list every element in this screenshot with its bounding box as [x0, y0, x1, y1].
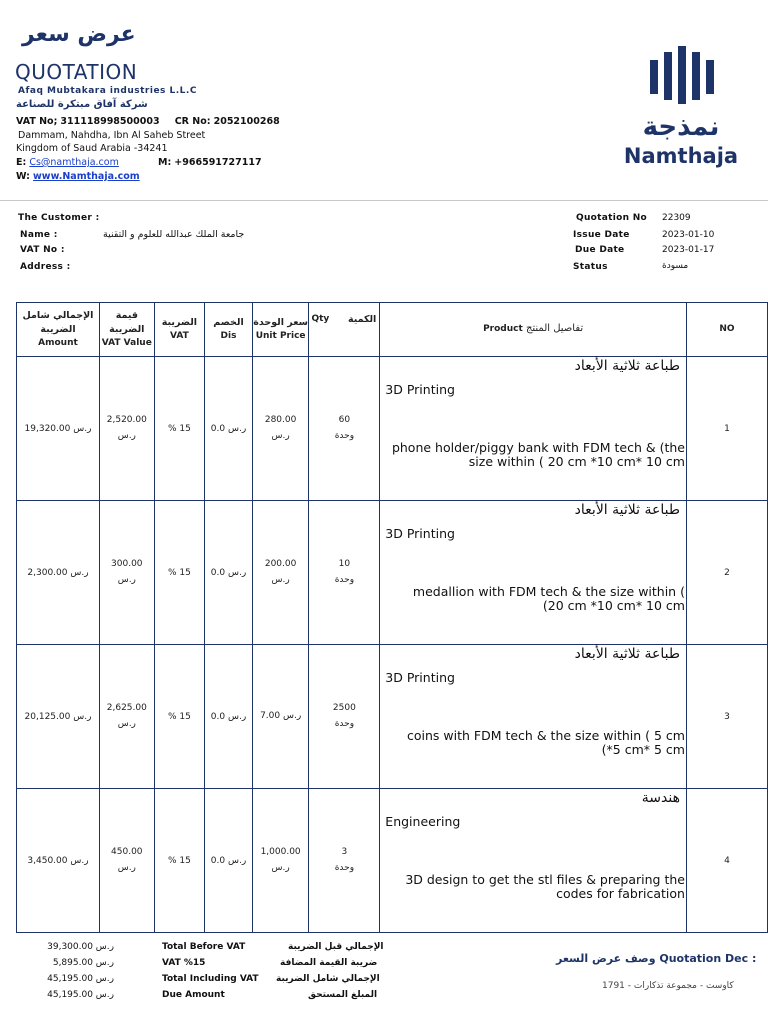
website-label: W:: [16, 171, 30, 182]
row-amount: 2,300.00 ر.س: [17, 501, 100, 645]
row-discount: 0.0 ر.س: [205, 357, 253, 501]
quotation-description-title: وصف عرض السعر Quotation Dec :: [556, 952, 757, 965]
total-including-vat-label-arabic: الإجمالي شامل الضريبة: [276, 974, 380, 984]
vat-total-label-arabic: ضريبة القيمة المضافة: [280, 958, 378, 968]
row-unit-price: 1,000.00 ر.س: [252, 789, 309, 933]
total-before-vat-label-arabic: الإجمالي قبل الضريبة: [288, 942, 384, 952]
customer-label: The Customer :: [18, 213, 100, 223]
product-title-arabic: طباعة ثلاثية الأبعاد: [574, 502, 680, 518]
row-vat: % 15: [154, 501, 205, 645]
header-no: NO: [686, 303, 767, 357]
vat-number: 311118998500003: [60, 116, 160, 127]
row-number: 4: [686, 789, 767, 933]
bars-logo-icon: [650, 46, 716, 104]
header-discount: الخصم Dis: [205, 303, 253, 357]
vat-label: VAT No;: [16, 116, 58, 127]
row-qty: 10 وحدة: [309, 501, 380, 645]
row-unit-price: 200.00 ر.س: [252, 501, 309, 645]
header-product: Product تفاصيل المنتج: [380, 303, 687, 357]
company-name-arabic: شركة آفاق مبتكرة للصناعة: [16, 99, 148, 110]
row-product: [380, 357, 687, 501]
row-unit-price: 7.00 ر.س: [252, 645, 309, 789]
row-qty: 2500 وحدة: [309, 645, 380, 789]
customer-name-label: Name :: [20, 230, 58, 240]
row-amount: 3,450.00 ر.س: [17, 789, 100, 933]
row-amount: 19,320.00 ر.س: [17, 357, 100, 501]
due-amount-label: Due Amount: [162, 990, 225, 1000]
header-divider: [0, 200, 768, 201]
logo-text-english: Namthaja: [623, 144, 739, 168]
email-line: [16, 157, 119, 168]
product-category: 3D Printing: [385, 382, 455, 397]
total-including-vat-value: 45,195.00 ر.س: [47, 974, 114, 984]
row-number: 1: [686, 357, 767, 501]
row-discount: 0.0 ر.س: [205, 645, 253, 789]
row-vat-value: 2,520.00 ر.س: [99, 357, 154, 501]
customer-name-value: جامعة الملك عبدالله للعلوم و التقنية: [103, 229, 245, 240]
row-vat-value: 300.00 ر.س: [99, 501, 154, 645]
address-line-1: Dammam, Nahdha, Ibn Al Saheb Street: [18, 130, 206, 141]
quotation-description-body: 1791 - كاوست - مجموعة تذكارات: [602, 981, 734, 991]
row-vat: % 15: [154, 357, 205, 501]
row-vat: % 15: [154, 789, 205, 933]
product-category: 3D Printing: [385, 670, 455, 685]
row-product: [380, 645, 687, 789]
mobile-line: [158, 157, 262, 168]
address-line-2: Kingdom of Saud Arabia -34241: [16, 143, 168, 154]
header-amount: الإجمالي شامل الضريبة Amount: [17, 303, 100, 357]
title-english: QUOTATION: [15, 60, 138, 84]
header-qty: Qty الكمية: [309, 303, 380, 357]
due-amount-label-arabic: المبلغ المستحق: [308, 990, 378, 1000]
row-unit-price: 280.00 ر.س: [252, 357, 309, 501]
row-number: 3: [686, 645, 767, 789]
table-row: [17, 357, 768, 501]
row-number: 2: [686, 501, 767, 645]
header-unit-price: سعر الوحدة Unit Price: [252, 303, 309, 357]
row-discount: 0.0 ر.س: [205, 501, 253, 645]
row-discount: 0.0 ر.س: [205, 789, 253, 933]
header-vat-value: قيمة الضريبة VAT Value: [99, 303, 154, 357]
product-title-arabic: طباعة ثلاثية الأبعاد: [574, 358, 680, 374]
mobile-label: M:: [158, 157, 172, 168]
status-label: Status: [573, 262, 608, 272]
table-header-row: [17, 303, 768, 357]
total-including-vat-label: Total Including VAT: [162, 974, 259, 984]
product-category: 3D Printing: [385, 526, 455, 541]
customer-vat-label: VAT No :: [20, 245, 65, 255]
due-date-label: Due Date: [575, 245, 625, 255]
row-amount: 20,125.00 ر.س: [17, 645, 100, 789]
row-vat: % 15: [154, 645, 205, 789]
row-vat-value: 2,625.00 ر.س: [99, 645, 154, 789]
website-line: [16, 171, 140, 182]
customer-address-label: Address :: [20, 262, 71, 272]
vat-total-value: 5,895.00 ر.س: [52, 958, 114, 968]
product-description: coins with FDM tech & the size within ( 5 cm (*5 cm* 5 cm: [407, 727, 685, 758]
row-vat-value: 450.00 ر.س: [99, 789, 154, 933]
total-before-vat-label: Total Before VAT: [162, 942, 246, 952]
registration-line: [16, 116, 280, 127]
mobile-number: +966591727117: [174, 157, 262, 168]
logo-text-arabic: نمذجة: [642, 112, 720, 142]
quotation-number-label: Quotation No: [576, 213, 648, 223]
vat-total-label: VAT %15: [162, 958, 206, 968]
status-value: مسودة: [662, 261, 689, 271]
table-row: [17, 501, 768, 645]
items-table: [16, 302, 768, 933]
email-link[interactable]: Cs@namthaja.com: [29, 157, 119, 168]
row-product: [380, 501, 687, 645]
quotation-number-value: 22309: [662, 213, 691, 223]
website-link[interactable]: www.Namthaja.com: [33, 171, 140, 182]
cr-number: 2052100268: [213, 116, 280, 127]
cr-label: CR No:: [174, 116, 211, 127]
company-name-english: Afaq Mubtakara industries L.L.C: [18, 86, 197, 96]
total-before-vat-value: 39,300.00 ر.س: [47, 942, 114, 952]
email-label: E:: [16, 157, 27, 168]
title-arabic: عرض سعر: [22, 22, 136, 47]
product-description: 3D design to get the stl files & preparing the codes for fabrication: [405, 871, 685, 902]
product-title-arabic: هندسة: [641, 790, 680, 806]
product-category: Engineering: [385, 814, 461, 829]
row-product: [380, 789, 687, 933]
product-title-arabic: طباعة ثلاثية الأبعاد: [574, 646, 680, 662]
issue-date-label: Issue Date: [573, 230, 630, 240]
due-amount-value: 45,195.00 ر.س: [47, 990, 114, 1000]
table-row: [17, 645, 768, 789]
due-date-value: 2023-01-17: [662, 245, 715, 255]
row-qty: 3 وحدة: [309, 789, 380, 933]
table-row: [17, 789, 768, 933]
header-vat: الضريبة VAT: [154, 303, 205, 357]
row-qty: 60 وحدة: [309, 357, 380, 501]
product-description: phone holder/piggy bank with FDM tech & (the size within ( 20 cm *10 cm* 10 cm: [391, 439, 685, 470]
product-description: medallion with FDM tech & the size within ( (20 cm *10 cm* 10 cm: [412, 583, 685, 614]
issue-date-value: 2023-01-10: [662, 230, 715, 240]
